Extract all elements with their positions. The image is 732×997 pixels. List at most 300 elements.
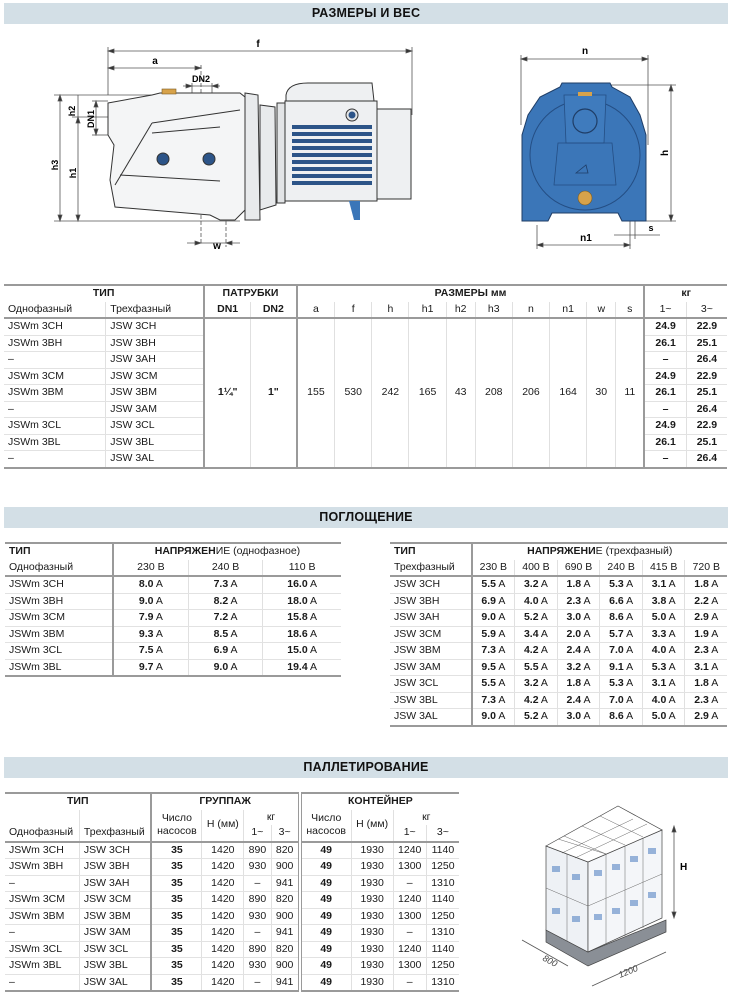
- cell-current: [113, 610, 188, 627]
- cell-three-phase-model: JSW 3CL: [79, 941, 151, 958]
- cell-single-phase-model: JSWm 3CM: [4, 368, 106, 385]
- current-unit: A: [583, 578, 591, 590]
- cell-model: JSW 3BM: [390, 643, 472, 660]
- label-h2: h2: [67, 105, 77, 117]
- cell-dn2: 1": [251, 318, 297, 468]
- col-dim-h: h: [372, 302, 409, 319]
- cell-weight-1ph: –: [644, 401, 686, 418]
- current-value: 9.0: [138, 594, 154, 607]
- cell-current: [685, 576, 727, 593]
- cell-dim-s: 11: [616, 318, 645, 468]
- current-unit: A: [498, 677, 506, 689]
- cell-current: [113, 593, 188, 610]
- cell-three-phase-model: JSW 3BH: [79, 859, 151, 876]
- cell-groupage-height: 1420: [202, 875, 244, 892]
- current-unit: A: [155, 594, 163, 607]
- cell-groupage-count: 35: [151, 958, 201, 975]
- col-w3-container: 3~: [426, 825, 459, 841]
- current-unit: A: [155, 578, 163, 590]
- col-dim-w: w: [587, 302, 616, 319]
- cell-weight-3ph: 22.9: [686, 418, 727, 435]
- cell-groupage-kg-1ph: 930: [244, 958, 271, 975]
- cell-three-phase-model: JSW 3BH: [106, 335, 205, 352]
- cell-container-kg-1ph: 1300: [393, 958, 426, 975]
- cell-dim-h3: 208: [475, 318, 512, 468]
- current-value: 2.2: [694, 594, 709, 607]
- cell-current: [685, 676, 727, 693]
- current-unit: A: [583, 660, 591, 673]
- cell-current: [263, 643, 341, 660]
- current-value: 9.1: [609, 660, 624, 673]
- current-value: 2.3: [694, 693, 709, 706]
- cell-current: [642, 593, 685, 610]
- cell-model: JSW 3CH: [390, 576, 472, 593]
- current-unit: A: [668, 677, 676, 689]
- current-value: 9.0: [213, 660, 229, 673]
- cell-current: [642, 576, 685, 593]
- cell-groupage-kg-1ph: 930: [244, 859, 271, 876]
- section-header-dimensions: РАЗМЕРЫ И ВЕС: [4, 3, 728, 24]
- cell-weight-1ph: 26.1: [644, 385, 686, 402]
- table-row: [5, 892, 459, 909]
- current-unit: A: [711, 710, 719, 722]
- palletizing-table: [5, 792, 459, 992]
- cell-current: [685, 709, 727, 726]
- cell-three-phase-model: JSW 3AM: [79, 925, 151, 942]
- cell-container-kg-3ph: 1310: [426, 875, 459, 892]
- col-height: H (мм): [202, 810, 244, 841]
- cell-current: [600, 709, 643, 726]
- cell-single-phase-model: JSWm 3BH: [5, 859, 79, 876]
- cell-groupage-kg-3ph: 941: [271, 875, 300, 892]
- current-value: 5.3: [609, 578, 624, 590]
- dimensions-table: [4, 284, 727, 469]
- cell-container-kg-3ph: 1140: [426, 941, 459, 958]
- col-kg: кг: [244, 810, 300, 826]
- current-value: 4.2: [523, 693, 539, 706]
- current-value: 7.5: [138, 644, 154, 656]
- cell-container-kg-1ph: –: [393, 875, 426, 892]
- label-f: f: [256, 39, 260, 50]
- cell-weight-1ph: –: [644, 451, 686, 468]
- col-dim-a: a: [297, 302, 335, 319]
- current-unit: A: [711, 578, 719, 590]
- current-value: 5.2: [523, 611, 539, 623]
- cell-groupage-height: 1420: [202, 892, 244, 909]
- current-unit: A: [583, 627, 591, 640]
- table-row: [5, 908, 459, 925]
- current-unit: A: [540, 644, 548, 656]
- cell-container-kg-3ph: 1250: [426, 958, 459, 975]
- current-unit: A: [668, 594, 676, 607]
- current-unit: A: [540, 611, 548, 623]
- cell-dim-h: 242: [372, 318, 409, 468]
- label-dn1: DN1: [86, 109, 96, 129]
- current-value: 8.6: [609, 710, 624, 722]
- cell-container-count: 49: [300, 941, 351, 958]
- table-row: [5, 958, 459, 975]
- current-unit: A: [310, 611, 318, 623]
- current-unit: A: [626, 677, 634, 689]
- label-h3: h3: [50, 159, 60, 171]
- cell-single-phase-model: JSWm 3BL: [4, 434, 106, 451]
- cell-container-kg-3ph: 1140: [426, 842, 459, 859]
- current-unit: A: [711, 677, 719, 689]
- cell-container-kg-3ph: 1310: [426, 925, 459, 942]
- current-value: 3.1: [651, 677, 667, 689]
- cell-current: [557, 610, 600, 627]
- cell-groupage-kg-3ph: 900: [271, 908, 300, 925]
- cell-weight-1ph: 24.9: [644, 368, 686, 385]
- cell-single-phase-model: –: [5, 875, 79, 892]
- cell-model: JSW 3AL: [390, 709, 472, 726]
- cell-current: [685, 692, 727, 709]
- table-row: [5, 610, 341, 627]
- current-unit: A: [711, 611, 719, 623]
- current-unit: A: [540, 660, 548, 673]
- cell-container-height: 1930: [351, 925, 393, 942]
- current-unit: A: [498, 611, 506, 623]
- col-dn1: DN1: [204, 302, 250, 319]
- current-unit: A: [711, 660, 719, 673]
- cell-container-height: 1930: [351, 875, 393, 892]
- cell-dn1: 1¼": [204, 318, 250, 468]
- cell-current: [472, 709, 515, 726]
- cell-groupage-kg-3ph: 820: [271, 892, 300, 909]
- current-unit: A: [230, 578, 238, 590]
- col-single-phase: Однофазный: [9, 826, 74, 838]
- current-unit: A: [230, 627, 238, 640]
- current-unit: A: [583, 611, 591, 623]
- pump-front-drawing: [490, 35, 690, 260]
- current-unit: A: [626, 627, 634, 640]
- table-row: [390, 610, 727, 627]
- current-unit: A: [668, 660, 676, 673]
- cell-three-phase-model: JSW 3AL: [79, 974, 151, 991]
- current-value: 7.3: [481, 693, 496, 706]
- table-row: [5, 875, 459, 892]
- col-voltage: 415 В: [642, 560, 685, 577]
- cell-current: [188, 626, 262, 643]
- voltage-label-bold: НАПРЯЖЕН: [154, 545, 216, 557]
- cell-current: [642, 709, 685, 726]
- current-unit: A: [626, 693, 634, 706]
- cell-model: JSWm 3BH: [5, 593, 113, 610]
- current-value: 9.0: [481, 611, 496, 623]
- cell-three-phase-model: JSW 3AL: [106, 451, 205, 468]
- col-w3: 3~: [271, 825, 300, 841]
- current-value: 7.2: [213, 611, 229, 623]
- cell-current: [600, 593, 643, 610]
- cell-groupage-kg-1ph: 930: [244, 908, 271, 925]
- cell-three-phase-model: JSW 3CH: [79, 842, 151, 859]
- cell-current: [557, 676, 600, 693]
- col-voltage: 240 В: [188, 560, 262, 577]
- col-dn2: DN2: [251, 302, 297, 319]
- cell-current: [515, 676, 558, 693]
- cell-dim-h1: 165: [409, 318, 446, 468]
- current-value: 5.0: [651, 710, 667, 722]
- col-kg-container: кг: [393, 810, 459, 826]
- current-value: 4.0: [523, 594, 539, 607]
- current-value: 2.0: [566, 627, 582, 640]
- header-type: ТИП: [9, 545, 31, 557]
- cell-container-height: 1930: [351, 941, 393, 958]
- table-row: [5, 626, 341, 643]
- col-single-phase: Однофазный: [4, 302, 106, 319]
- current-value: 3.2: [523, 677, 539, 689]
- cell-groupage-count: 35: [151, 859, 201, 876]
- header-type: ТИП: [66, 795, 89, 807]
- current-unit: A: [155, 660, 163, 673]
- current-value: 2.3: [566, 594, 582, 607]
- cell-current: [188, 593, 262, 610]
- cell-weight-1ph: 24.9: [644, 318, 686, 335]
- cell-model: JSW 3CL: [390, 676, 472, 693]
- current-value: 7.0: [609, 644, 624, 656]
- current-unit: A: [498, 578, 506, 590]
- current-unit: A: [583, 594, 591, 607]
- cell-three-phase-model: JSW 3CM: [79, 892, 151, 909]
- cell-current: [685, 659, 727, 676]
- col-w1: 1~: [244, 825, 271, 841]
- cell-container-count: 49: [300, 875, 351, 892]
- cell-current: [515, 626, 558, 643]
- table-row: [5, 576, 341, 593]
- current-value: 7.3: [213, 578, 229, 590]
- current-unit: A: [711, 644, 719, 656]
- col-dim-h3: h3: [475, 302, 512, 319]
- cell-groupage-kg-3ph: 941: [271, 925, 300, 942]
- cell-current: [515, 643, 558, 660]
- cell-groupage-count: 35: [151, 842, 201, 859]
- current-unit: A: [626, 611, 634, 623]
- col-voltage: 240 В: [600, 560, 643, 577]
- cell-groupage-height: 1420: [202, 925, 244, 942]
- cell-current: [472, 659, 515, 676]
- current-value: 2.9: [694, 611, 709, 623]
- col-three-phase: Трехфазный: [390, 560, 472, 577]
- cell-current: [642, 659, 685, 676]
- cell-groupage-kg-1ph: –: [244, 974, 271, 991]
- current-value: 5.2: [523, 710, 539, 722]
- current-value: 18.0: [287, 594, 308, 607]
- cell-current: [685, 610, 727, 627]
- current-unit: A: [498, 594, 506, 607]
- cell-current: [600, 659, 643, 676]
- cell-weight-3ph: 26.4: [686, 451, 727, 468]
- col-dim-h1: h1: [409, 302, 446, 319]
- label-a: a: [152, 56, 158, 67]
- cell-single-phase-model: –: [4, 451, 106, 468]
- cell-current: [113, 659, 188, 676]
- table-row: [5, 925, 459, 942]
- cell-single-phase-model: –: [5, 925, 79, 942]
- current-value: 4.2: [523, 644, 539, 656]
- cell-groupage-count: 35: [151, 925, 201, 942]
- cell-single-phase-model: JSWm 3CL: [5, 941, 79, 958]
- cell-groupage-kg-3ph: 900: [271, 859, 300, 876]
- cell-three-phase-model: JSW 3BM: [79, 908, 151, 925]
- cell-weight-3ph: 22.9: [686, 318, 727, 335]
- current-unit: A: [310, 578, 318, 590]
- header-ports: ПАТРУБКИ: [204, 285, 296, 302]
- current-value: 6.9: [481, 594, 496, 607]
- current-value: 7.9: [138, 611, 154, 623]
- label-s: s: [648, 223, 654, 233]
- current-unit: A: [155, 611, 163, 623]
- current-unit: A: [668, 644, 676, 656]
- current-unit: A: [668, 627, 676, 640]
- current-value: 18.6: [287, 627, 308, 640]
- current-value: 5.5: [481, 677, 496, 689]
- current-unit: A: [626, 578, 634, 590]
- cell-container-kg-1ph: 1240: [393, 892, 426, 909]
- current-unit: A: [155, 644, 163, 656]
- cell-model: JSW 3AH: [390, 610, 472, 627]
- cell-groupage-height: 1420: [202, 974, 244, 991]
- cell-model: JSWm 3CH: [5, 576, 113, 593]
- cell-current: [515, 593, 558, 610]
- current-value: 3.8: [651, 594, 667, 607]
- cell-current: [685, 643, 727, 660]
- current-value: 9.3: [138, 627, 154, 640]
- cell-model: JSW 3CM: [390, 626, 472, 643]
- table-row: [390, 709, 727, 726]
- cell-current: [557, 692, 600, 709]
- current-value: 16.0: [287, 578, 308, 590]
- current-value: 2.4: [566, 644, 582, 656]
- current-value: 5.0: [651, 611, 667, 623]
- cell-container-kg-1ph: 1240: [393, 842, 426, 859]
- current-unit: A: [230, 594, 238, 607]
- cell-model: JSW 3BL: [390, 692, 472, 709]
- cell-model: JSWm 3CL: [5, 643, 113, 660]
- label-h: h: [660, 149, 671, 157]
- current-value: 1.9: [694, 627, 709, 640]
- current-unit: A: [668, 710, 676, 722]
- current-value: 8.0: [138, 578, 154, 590]
- current-unit: A: [155, 627, 163, 640]
- cell-groupage-height: 1420: [202, 908, 244, 925]
- cell-container-height: 1930: [351, 842, 393, 859]
- cell-weight-3ph: 25.1: [686, 335, 727, 352]
- col-weight-3ph: 3~: [686, 302, 727, 319]
- current-value: 19.4: [287, 660, 308, 673]
- table-row: [5, 593, 341, 610]
- cell-three-phase-model: JSW 3CL: [106, 418, 205, 435]
- cell-groupage-count: 35: [151, 908, 201, 925]
- cell-current: [600, 676, 643, 693]
- table-row: [5, 859, 459, 876]
- current-value: 3.0: [566, 710, 582, 722]
- cell-three-phase-model: JSW 3CM: [106, 368, 205, 385]
- table-row: [390, 692, 727, 709]
- col-pump-count: [151, 810, 201, 841]
- current-value: 3.2: [566, 660, 582, 673]
- col-voltage: 230 В: [472, 560, 515, 577]
- col-three-phase: Трехфазный: [79, 810, 151, 841]
- cell-groupage-count: 35: [151, 974, 201, 991]
- cell-container-count: 49: [300, 958, 351, 975]
- cell-container-height: 1930: [351, 892, 393, 909]
- cell-current: [642, 692, 685, 709]
- cell-three-phase-model: JSW 3AM: [106, 401, 205, 418]
- cell-current: [263, 576, 341, 593]
- current-unit: A: [230, 660, 238, 673]
- header-container: КОНТЕЙНЕР: [300, 793, 459, 810]
- cell-current: [472, 692, 515, 709]
- absorption-three-phase-table: [390, 542, 727, 727]
- current-value: 15.0: [287, 644, 308, 656]
- current-unit: A: [540, 693, 548, 706]
- current-value: 6.6: [609, 594, 624, 607]
- label-h1: h1: [68, 167, 78, 179]
- current-unit: A: [310, 644, 318, 656]
- current-value: 8.5: [213, 627, 229, 640]
- cell-weight-3ph: 25.1: [686, 385, 727, 402]
- current-value: 6.9: [213, 644, 229, 656]
- current-value: 1.8: [694, 578, 709, 590]
- cell-groupage-height: 1420: [202, 958, 244, 975]
- current-unit: A: [626, 710, 634, 722]
- cell-weight-3ph: 26.4: [686, 352, 727, 369]
- current-unit: A: [310, 627, 318, 640]
- current-value: 9.0: [481, 710, 496, 722]
- cell-container-kg-1ph: 1240: [393, 941, 426, 958]
- label-n: n: [581, 46, 589, 57]
- cell-single-phase-model: –: [4, 401, 106, 418]
- pump-count-label-1: Число: [161, 812, 193, 824]
- cell-current: [113, 626, 188, 643]
- cell-current: [557, 626, 600, 643]
- current-value: 4.0: [651, 693, 667, 706]
- col-dim-n1: n1: [550, 302, 587, 319]
- cell-weight-1ph: 24.9: [644, 418, 686, 435]
- current-unit: A: [540, 578, 548, 590]
- col-dim-s: s: [616, 302, 645, 319]
- cell-weight-1ph: 26.1: [644, 335, 686, 352]
- current-unit: A: [498, 660, 506, 673]
- current-value: 5.3: [651, 660, 667, 673]
- cell-three-phase-model: JSW 3BL: [106, 434, 205, 451]
- pallet-drawing: [510, 790, 732, 997]
- cell-current: [472, 593, 515, 610]
- cell-model: JSWm 3BM: [5, 626, 113, 643]
- cell-current: [113, 576, 188, 593]
- cell-container-count: 49: [300, 859, 351, 876]
- col-voltage: 110 В: [263, 560, 341, 577]
- cell-weight-3ph: 25.1: [686, 434, 727, 451]
- header-groupage: ГРУППАЖ: [151, 793, 299, 810]
- table-row: [390, 593, 727, 610]
- current-unit: A: [583, 693, 591, 706]
- current-value: 5.9: [481, 627, 496, 640]
- col-weight-1ph: 1~: [644, 302, 686, 319]
- cell-single-phase-model: JSWm 3BL: [5, 958, 79, 975]
- cell-groupage-kg-3ph: 820: [271, 941, 300, 958]
- current-unit: A: [498, 644, 506, 656]
- cell-three-phase-model: JSW 3AH: [106, 352, 205, 369]
- cell-model: JSW 3AM: [390, 659, 472, 676]
- table-row: [5, 842, 459, 859]
- cell-container-height: 1930: [351, 958, 393, 975]
- cell-container-kg-1ph: 1300: [393, 859, 426, 876]
- current-value: 5.3: [609, 677, 624, 689]
- cell-current: [557, 643, 600, 660]
- table-row: [390, 659, 727, 676]
- current-value: 5.5: [481, 578, 496, 590]
